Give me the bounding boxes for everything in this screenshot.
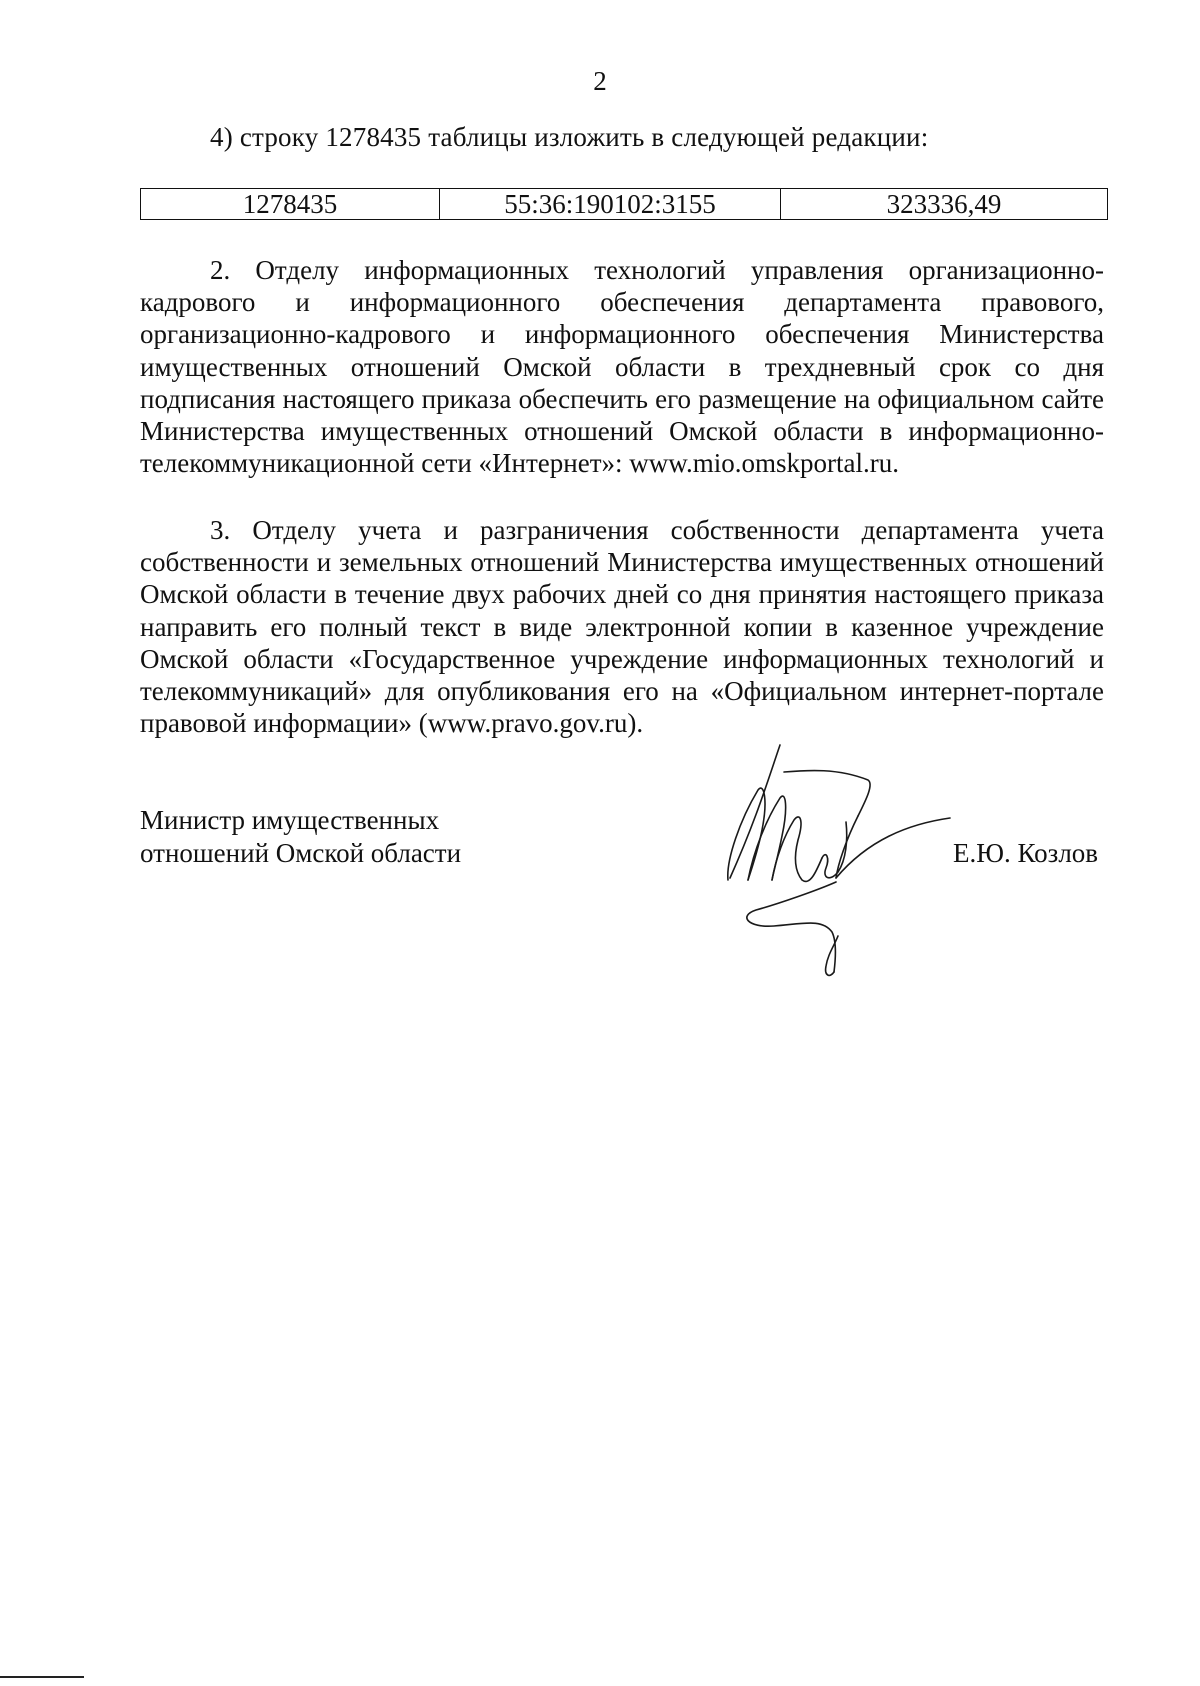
paragraph-3-text: 3. Отделу учета и разграничения собственности департамента учета собственности и земельных отношений Министерства имущественных отношений Омской области в течение двух рабочих дней со дня принятия настоящего приказа направить его полный текст в виде электронной копии в казенное учреждение Омской области «Государственное учреждение информационных технологий и телекоммуникаций» для опубликования его на «Официальном интернет-портале правовой информации» (www.pravo.gov.ru). [140, 515, 1104, 739]
table-cell-value: 323336,49 [781, 189, 1108, 220]
paragraph-3 [140, 514, 1104, 739]
table-row [141, 189, 1108, 220]
handwritten-signature [718, 740, 978, 980]
table-cell-cadastral-number: 55:36:190102:3155 [440, 189, 781, 220]
signer-title-line-1: Министр имущественных [140, 805, 440, 835]
signer-title-line-2: отношений Омской области [140, 838, 462, 868]
signer-title [140, 804, 461, 870]
item-4-intro: 4) строку 1278435 таблицы изложить в следующей редакции: [210, 122, 929, 152]
scan-edge-mark [0, 1676, 84, 1678]
paragraph-2-text: 2. Отделу информационных технологий управления организационно-кадрового и информационного обеспечения департамента правового, организационно-кадрового и информационного обеспечения Министерства имущественных отношений Омской области в трехдневный срок со дня подписания настоящего приказа обеспечить его размещение на официальном сайте Министерства имущественных отношений Омской области в информационно-телекоммуникационной сети «Интернет»: www.mio.omskportal.ru. [140, 255, 1104, 479]
page-number: 2 [593, 66, 607, 96]
paragraph-2 [140, 254, 1104, 479]
replacement-row-table [140, 188, 1108, 220]
table-cell-number: 1278435 [141, 189, 440, 220]
signer-name: Е.Ю. Козлов [953, 838, 1099, 868]
